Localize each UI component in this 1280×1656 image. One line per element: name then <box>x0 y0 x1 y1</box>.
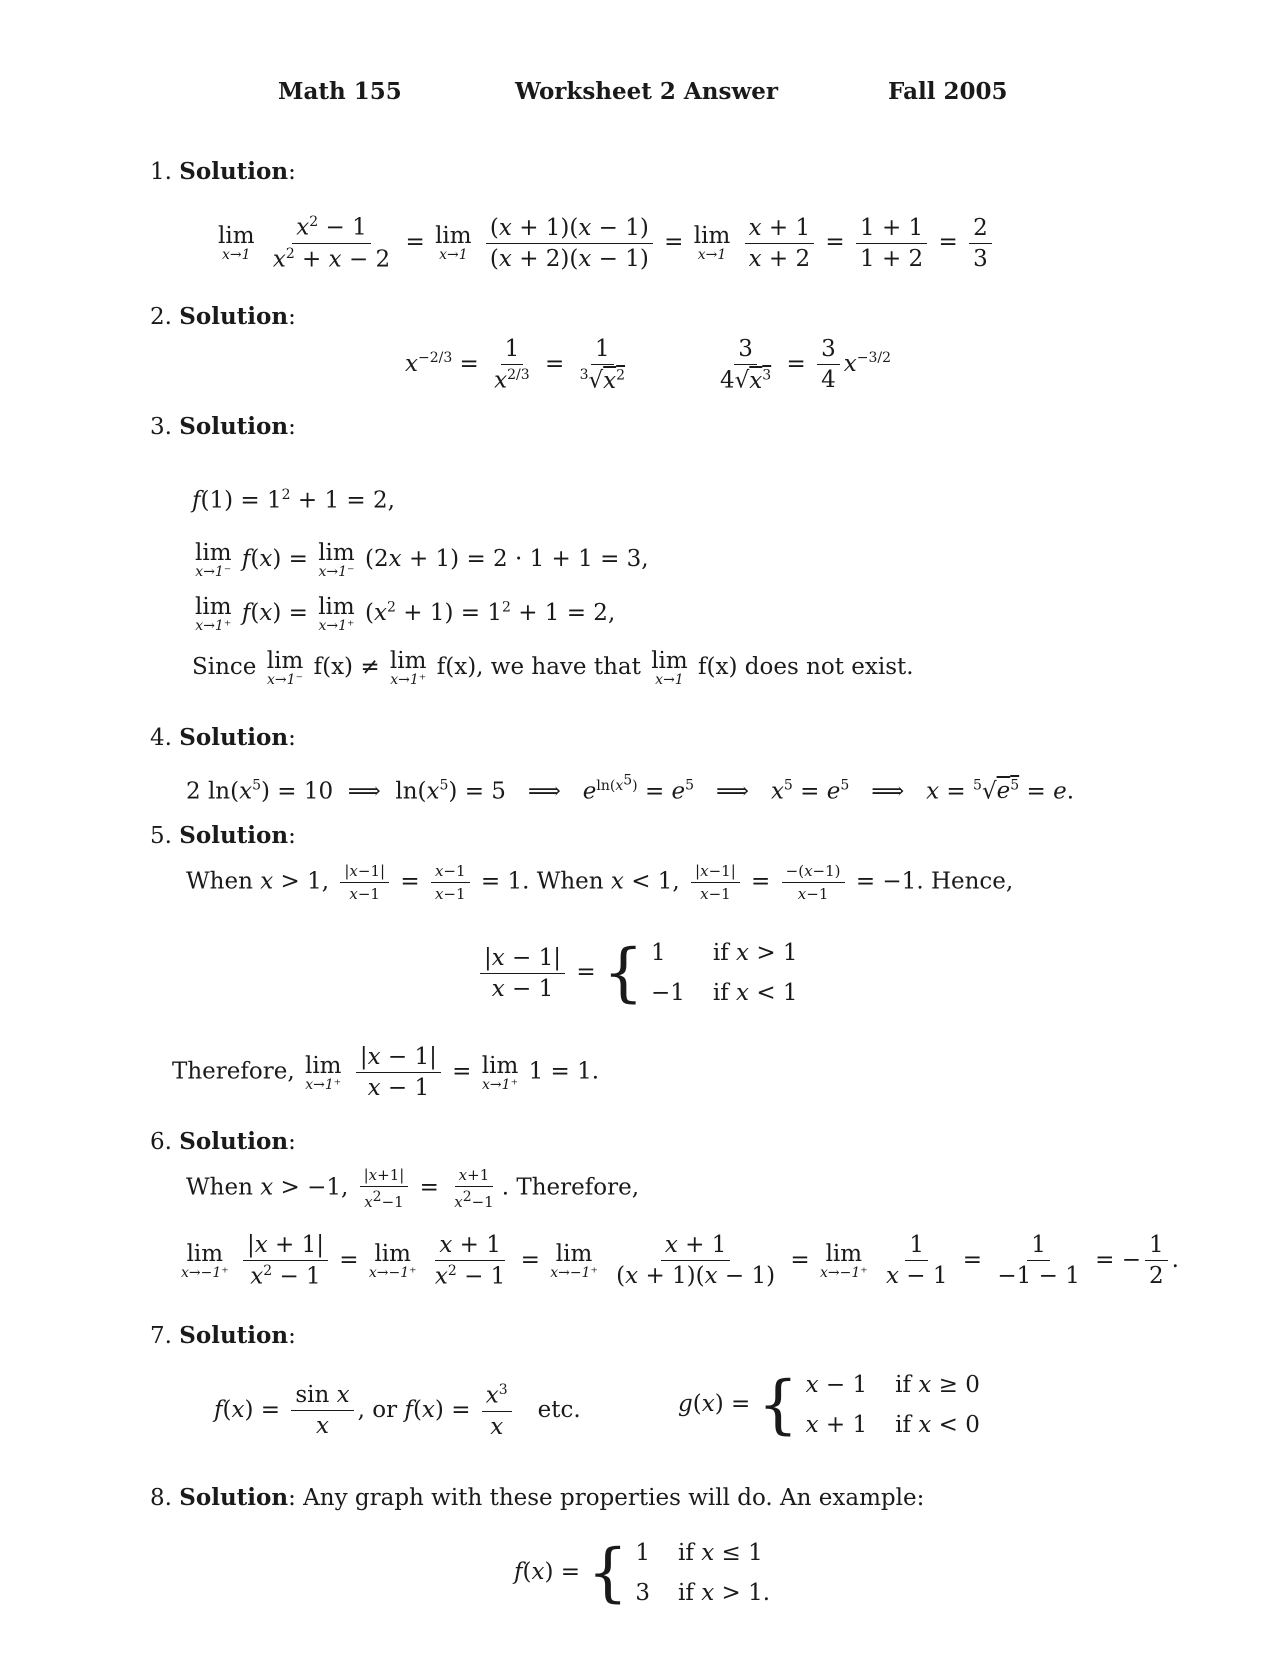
problem-7-g-piecewise: g(x) = { x − 1 if x ≥ 0 x + 1 if x < 0 <box>678 1368 980 1442</box>
problem-6-heading: 6. Solution: <box>150 1128 296 1155</box>
problem-7-heading: 7. Solution: <box>150 1322 296 1349</box>
problem-5-piecewise: $\frac{|x - 1|}{x - 1}$ = { 1 if x > 1 −1 if x < 1 <box>476 940 798 1006</box>
problem-2-heading: 2. Solution: <box>150 303 296 330</box>
problem-8-heading: 8. Solution: Any graph with these properties will do. An example: <box>150 1484 925 1511</box>
problem-3-heading: 3. Solution: <box>150 413 296 440</box>
problem-4-equation: 2 $\ln(x^5) = 10$ ⟹ $\ln(x^5) = 5$ ⟹ $e^{ln(x^5)} = e^5$ ⟹ $x^5 = e^5$ ⟹ $x = ^5√e^5 = e$. <box>186 772 1074 805</box>
problem-6-equation: lim x→−1⁺ $\frac{|x + 1|}{x^2 - 1}$ = lim x→−1⁺ $\frac{x + 1}{x^2 - 1}$ = lim x→−1⁺ $\frac{x + 1}{(x + 1)(x - 1)}$ = lim x→−1⁺ $\frac{1}{x - 1}$ = $\frac{1}{-1 - 1}$ = − $\frac{1}{2}$ . <box>181 1232 1179 1290</box>
problem-5-cases-text: When x > 1, $\frac{|x-1|}{x-1}$ = $\frac{x-1}{x-1}$ = 1. When x < 1, $\frac{|x-1|}{x-1}$ = $\frac{-(x-1)}{x-1}$ = −1. Hence, <box>186 862 1014 903</box>
course-name: Math 155 <box>278 78 402 105</box>
term: Fall 2005 <box>888 78 1008 105</box>
problem-3-left-limit: lim x→1⁻ f(x) = lim x→1⁻ (2x + 1) = 2 · 1 + 1 = 3, <box>195 540 649 580</box>
problem-8-piecewise: f(x) = { 1 if x ≤ 1 3 if x > 1. <box>514 1536 771 1610</box>
worksheet-title: Worksheet 2 Answer <box>515 78 778 105</box>
problem-5-heading: 5. Solution: <box>150 822 296 849</box>
problem-6-condition: When x > −1, $\frac{|x+1|}{x^2-1}$ = $\frac{x+1}{x^2-1}$ . Therefore, <box>186 1166 640 1211</box>
problem-3-conclusion: Since lim x→1⁻ f(x) ≠ lim x→1⁺ f(x), we have that lim x→1 f(x) does not exist. <box>192 648 914 688</box>
problem-1-heading: 1. Solution: <box>150 158 296 185</box>
problem-3-right-limit: lim x→1⁺ f(x) = lim x→1⁺ $(x^2 + 1) = 1^2 + 1 = 2$, <box>195 594 616 634</box>
problem-5-therefore: Therefore, lim x→1⁺ $\frac{|x - 1|}{x - 1}$ = lim x→1⁺ 1 = 1. <box>172 1044 600 1101</box>
problem-1-equation: lim x→1 $\frac{x^2 - 1}{x^2 + x - 2}$ = lim x→1 $\frac{(x + 1)(x - 1)}{(x + 2)(x - 1)}$ = lim x→1 $\frac{x + 1}{x + 2}$ = $\frac{1 + 1}{1 + 2}$ = $\frac{2}{3}$ <box>215 214 996 272</box>
problem-2-equation-a: $x^{-2/3}$ = $\frac{1}{x^{2/3}}$ = $\frac{1}{^3√x^2}$ <box>405 336 626 394</box>
problem-7-f-examples: f(x) = $\frac{\text{sin x}}{x}$ , or f(x) = $\frac{x^3}{x}$ etc. <box>214 1382 581 1440</box>
problem-3-f1: $f(1) = 1^2 + 1 = 2$, <box>192 487 395 514</box>
problem-4-heading: 4. Solution: <box>150 724 296 751</box>
problem-2-equation-b: $\frac{3}{4√x^3}$ = $\frac{3}{4}$ $x^{-3/2}$ <box>720 336 891 394</box>
